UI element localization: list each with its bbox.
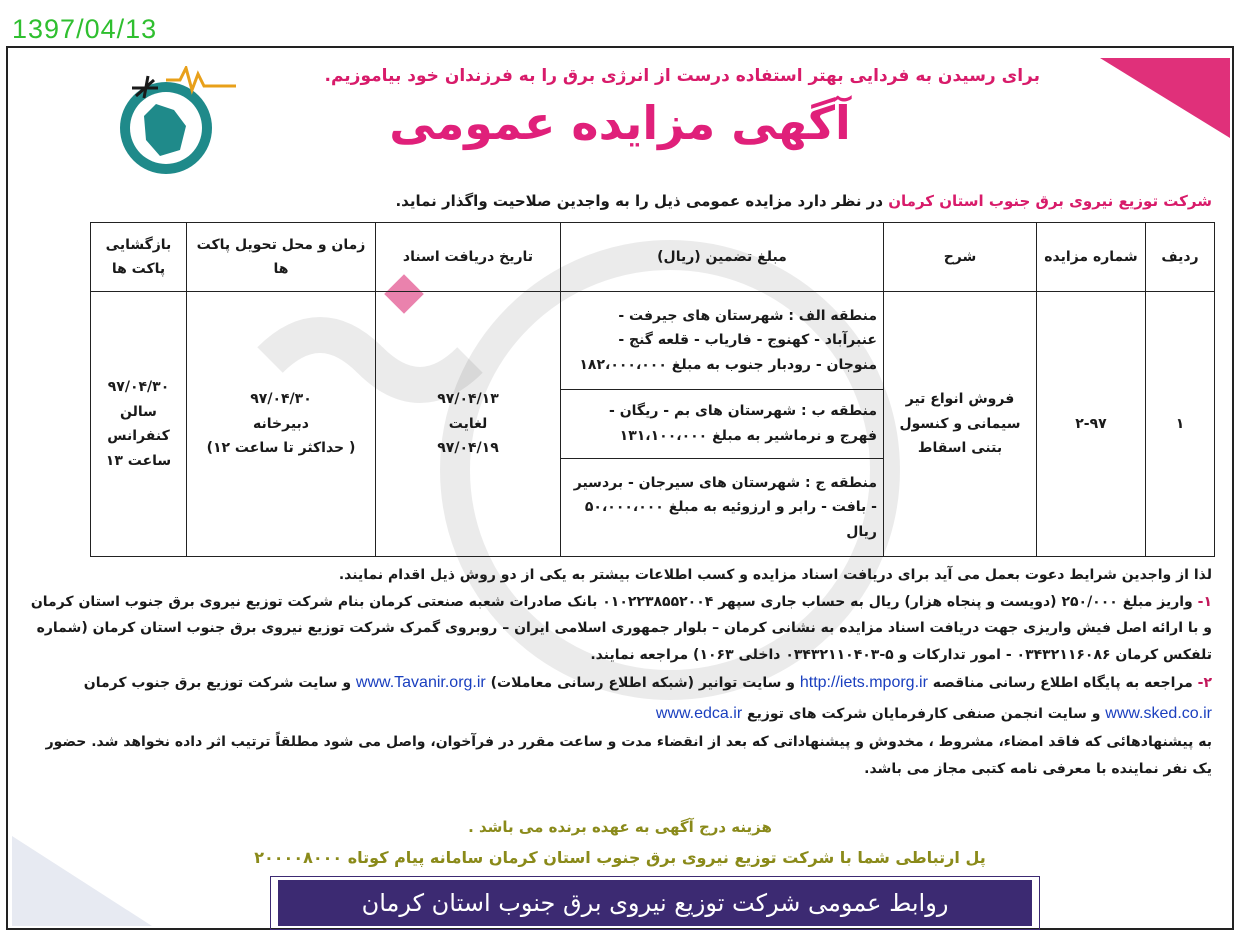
auction-table [90,222,1215,557]
col-number-header: شماره مزایده [1037,223,1146,292]
cell-opening [91,292,187,557]
delivery-date: ۹۷/۰۴/۳۰ [250,391,312,408]
cell-zone-c: منطقه ج : شهرستان های سیرجان - بردسیر - بافت - رابر و ارزوئیه به مبلغ ۵۰،۰۰۰،۰۰۰ ریال [561,458,884,556]
invite-paragraph: لذا از واجدین شرایط دعوت بعمل می آید برای دریافت اسناد مزایده و کسب اطلاعات بیشتر به یکی از دو روش ذیل اقدام نمایند. [338,567,1212,583]
col-desc-header: شرح [884,223,1037,292]
link-tavanir[interactable]: www.Tavanir.org.ir [355,674,486,692]
cost-note: هزینه درج آگهی به عهده برنده می باشد . [468,818,772,836]
company-name: شرکت توزیع نیروی برق جنوب استان کرمان [888,192,1212,210]
item-1-number: ۱- [1197,593,1212,610]
opening-date: ۹۷/۰۴/۳۰ [107,379,170,395]
cell-description: فروش انواع تیر سیمانی و کنسول بتنی اسقاط [884,292,1037,557]
col-row-header: ردیف [1146,223,1215,292]
note-paragraph: به پیشنهادهائی که فاقد امضاء، مشروط ، مخدوش و پیشنهاداتی که بعد از انقضاء مدت و ساعت مقرر در فرآخوان، واصل می شود مطلقاً ترتیب اثر داده نخواهد شد. حضور یک نفر نماینده با معرفی نامه کتبی مجاز می باشد. [45,734,1212,777]
page-title: آگهی مزایده عمومی [389,96,851,150]
item-2-text-b: و سایت توانیر (شبکه اطلاع رسانی معاملات) [490,675,795,692]
cell-zone-b: منطقه ب : شهرستان های بم - ریگان - فهرج و نرماشیر به مبلغ ۱۳۱،۱۰۰،۰۰۰ [561,390,884,459]
table-row [91,292,1215,390]
slogan: برای رسیدن به فردایی بهتر استفاده درست از انرژی برق را به فرزندان خود بیاموزیم. [324,66,1040,86]
cell-row-index: ۱ [1146,292,1215,557]
intro-text: در نظر دارد مزایده عمومی ذیل را به واجدین صلاحیت واگذار نماید. [395,192,884,210]
cell-docs-date [376,292,561,557]
item-2-text-c: و سایت شرکت توزیع برق جنوب کرمان [83,675,352,692]
delivery-note: ( حداکثر تا ساعت ۱۲) [206,440,356,457]
delivery-place: دبیرخانه [253,415,309,432]
item-2-paragraph [30,668,1212,729]
cell-auction-number: ۲-۹۷ [1037,292,1146,557]
col-docs-date-header: تاریخ دریافت اسناد [376,223,561,292]
link-edca[interactable]: www.edca.ir [655,704,743,722]
date-stamp: 1397/04/13 [12,14,158,44]
col-delivery-header: زمان و محل تحویل پاکت ها [187,223,376,292]
body-text [30,562,1212,782]
docs-from: ۹۷/۰۴/۱۳ [437,391,499,408]
docs-to-label: لغایت [448,415,488,432]
contact-line: پل ارتباطی شما با شرکت توزیع نیروی برق جنوب استان کرمان سامانه پیام کوتاه ۲۰۰۰۰۸۰۰۰ [254,848,986,867]
cell-delivery [187,292,376,557]
item-1-paragraph [30,589,1212,669]
footer-bar: روابط عمومی شرکت توزیع نیروی برق جنوب استان کرمان [278,880,1032,926]
opening-time: ساعت ۱۳ [105,452,172,469]
link-sked[interactable]: www.sked.co.ir [1105,704,1212,722]
col-opening-header: بازگشایی پاکت ها [91,223,187,292]
col-amount-header: مبلغ تضمین (ریال) [561,223,884,292]
docs-to: ۹۷/۰۴/۱۹ [437,440,499,457]
opening-place: سالن کنفرانس [107,403,170,444]
table-header-row [91,223,1215,292]
intro-line [395,192,1212,210]
item-2-text-d: و سایت انجمن صنفی کارفرمایان شرکت های توزیع [747,705,1101,722]
item-2-number: ۲- [1197,675,1212,692]
link-iets[interactable]: http://iets.mporg.ir [799,674,928,692]
cell-zone-a: منطقه الف : شهرستان های جیرفت - عنبرآباد - کهنوج - فاریاب - قلعه گنج - منوجان - رودبار جنوب به مبلغ ۱۸۲،۰۰۰،۰۰۰ [561,292,884,390]
item-2-text-a: مراجعه به پایگاه اطلاع رسانی مناقصه [932,675,1193,692]
item-1-text: واریز مبلغ ۲۵۰/۰۰۰ (دویست و پنجاه هزار) ریال به حساب جاری سپهر ۰۱۰۲۲۳۸۵۵۲۰۰۴ بانک صادرات شعبه صنعتی کرمان بنام شرکت توزیع نیروی برق جنوب استان کرمان و با ارائه اصل فیش واریزی جهت دریافت اسناد مزایده به نشانی کرمان – بلوار جمهوری اسلامی ایران – روبروی گمرک شرکت توزیع نیروی برق جنوب استان کرمان (شماره تلفکس کرمان ۰۳۴۳۲۱۱۶۰۸۶ - امور تدارکات و ۵-۰۳۴۳۲۱۱۰۴۰۳ داخلی ۱۰۶۳) مراجعه نمایند. [30,593,1212,663]
